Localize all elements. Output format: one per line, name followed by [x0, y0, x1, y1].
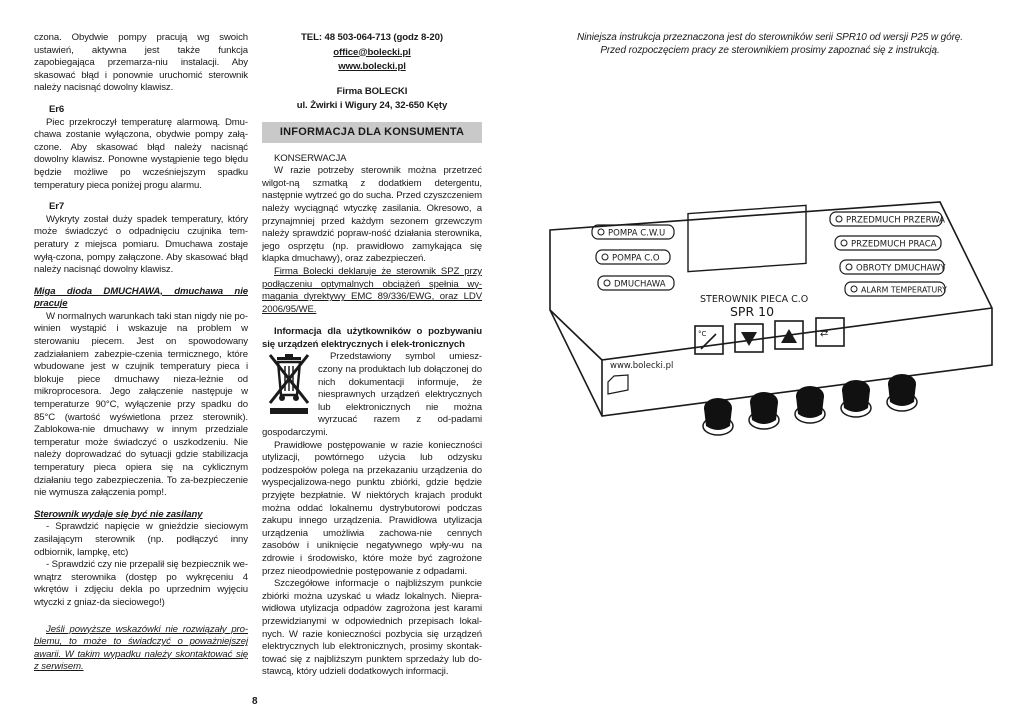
no-power-step-1: - Sprawdzić napięcie w gnieździe sieciowym zasilającym sterownik (np. podłączyć inny odbiornik, lampkę, etc): [34, 521, 248, 558]
led-label-pump-cwu: POMPA C.W.U: [608, 228, 666, 239]
right-column: [540, 32, 1000, 57]
disposal-details: Szczegółowe informacje o najbliższym punkcie zbiórki można uzyskać u władz lokalnych. Niepra-widłowa utylizacja odpadów zagrożona jest karami przewidzianymi w odpowiednich przepisach lokal-nych. W razie konieczności pozbycia się urządzeń elektrycznych lub elektronicznych, prosimy skontak-tować się z najbliższym punktem sprzedaży lub do-stawcą, który udzieli dodatkowych informacji.: [262, 578, 482, 678]
error-er6-title: Er6: [49, 103, 65, 115]
no-power-title: Sterownik wydaje się być nie zasilany: [34, 508, 203, 520]
phone-line: TEL: 48 503-064-713 (godz 8-20): [301, 32, 443, 43]
emc-declaration: Firma Bolecki deklaruje że sterownik SPZ przy podłączeniu optymalnych obciążeń spełnia wy-magania dyrektywy EMC 89/336/EWG, oraz LDV 2006/95/WE.: [262, 265, 482, 315]
knob-4[interactable]: [841, 380, 871, 417]
led-label-alarm-temperature: ALARM TEMPERATURY: [861, 285, 947, 295]
continued-paragraph: czona. Obydwie pompy pracują wg swoich ustawień, aktywna jest także funkcja zapobiegająca przemarza-niu instalacji. Aby skasować błąd i ponownie uruchomić sterownik należy nacisnąć dowolny klawisz.: [34, 32, 248, 94]
crossed-bin-icon: [266, 351, 312, 417]
manual-scope-note: Niniejsza instrukcja przeznaczona jest do sterowników serii SPR10 od wersji P25 w górę.: [577, 32, 963, 43]
blinking-led-title: Miga dioda DMUCHAWA, dmuchawa nie pracuje: [34, 285, 248, 310]
knob-1[interactable]: [703, 398, 733, 435]
led-label-blower-speed: OBROTY DMUCHAWY: [856, 263, 946, 274]
disposal-section: [262, 351, 482, 439]
left-column: [34, 32, 248, 674]
led-label-purge-work: PRZEDMUCH PRACA: [851, 239, 937, 250]
led-label-pump-co: POMPA C.O: [612, 253, 660, 264]
consumer-info-banner: INFORMACJA DLA KONSUMENTA: [262, 122, 482, 143]
disposal-text: Przedstawiony symbol umiesz-czony na produktach lub dołączonej do nich dokumentacji informuje, że niesprawnych urządzeń elektrycznych lub elektronicznych nie można wyrzucać razem z od-padami gospodarczymi.: [262, 351, 482, 439]
middle-column: [262, 32, 482, 679]
controller-illustration: [540, 190, 1000, 460]
knob-5[interactable]: [887, 374, 917, 411]
knob-3[interactable]: [795, 386, 825, 423]
led-label-purge-pause: PRZEDMUCH PRZERWA: [846, 215, 945, 226]
model-line-1: STEROWNIK PIECA C.O: [700, 294, 809, 305]
website-link[interactable]: www.bolecki.pl: [338, 61, 406, 73]
device-website: www.bolecki.pl: [610, 361, 674, 371]
maintenance-text: W razie potrzeby sterownik można przetrzeć wilgot-ną szmatką z dodatkiem detergentu, następnie wytrzeć go do sucha. Przed czyszczeniem należy wyciągnąć wtyczkę zasilania. Okresowo, a przynajmniej przed każdym sezonem grzewczym należy sprawdzić popraw-ność działania sterownika, jego osprzętu (np. prawidłowo zamykająca się klapka dmuchawy), oraz zabezpieczeń.: [262, 165, 482, 265]
read-manual-note: Przed rozpoczęciem pracy ze sterownikiem prosimy zapoznać się z instrukcją.: [600, 44, 940, 56]
model-line-2: SPR 10: [730, 304, 775, 319]
knob-2[interactable]: [749, 392, 779, 429]
mode-icon: ⇄: [820, 328, 829, 339]
svg-text:°C: °C: [698, 330, 707, 338]
maintenance-title: KONSERWACJA: [274, 152, 347, 164]
disposal-procedure: Prawidłowe postępowanie w razie konieczności utylizacji, powtórnego użycia lub odzysku podzespołów polega na przekazaniu urządzenia do wyspecjalizowa-nego punktu zbiórki, gdzie będzie przyjęte bezpłatnie. W niektórych krajach produkt można oddać lokalnemu dystrybutorowi podczas zakupu innego urządzenia. Prawidłowa utylizacja urządzenia umożliwia zachowa-nie cennych zasobów i uniknięcie negatywnego wpły-wu na zdrowie i środowisko, które może być zagrożone przez nieodpowiednie postępowanie z odpadami.: [262, 439, 482, 577]
no-power-step-2: - Sprawdzić czy nie przepalił się bezpiecznik we-wnątrz sterownika (dostęp po wykręceniu 4 wkrętów i zdjęciu dekla po uprzednim wyjęciu wtyczki z gniaz-da sieciowego!): [34, 559, 248, 608]
company-name: Firma BOLECKI: [336, 85, 408, 97]
error-er7-title: Er7: [49, 201, 65, 213]
company-address: ul. Żwirki i Wigury 24, 32-650 Kęty: [296, 100, 448, 112]
disposal-title: Informacja dla użytkowników o pozbywaniu się urządzeń elektrycznych i elek-tronicznych: [262, 326, 482, 350]
service-note: Jeśli powyższe wskazówki nie rozwiązały pro-blemu, to może to świadczyć o poważniejszej awarii. W takim wypadku należy skontaktować się z serwisem.: [34, 623, 248, 673]
page-number: 8: [252, 696, 258, 707]
error-er7-text: Wykryty został duży spadek temperatury, który może świadczyć o odpadnięciu czujnika tem-peratury z miejsca pomiaru. Dmuchawa zostaje wyłą-czona, pompy załączone. Aby skasować błąd należy nacisnąć dowolny klawisz.: [34, 213, 248, 276]
email-link[interactable]: office@bolecki.pl: [333, 46, 411, 58]
error-er6-text: Piec przekroczył temperaturę alarmową. Dmu-chawa zostanie wyłączona, obydwie pompy załą-czone. Aby skasować błąd należy nacisnąć dowolny klawisz. Ponowne wystąpienie tego błędu będzie możliwe po wcześniejszym spadku temperatury pieca poniżej progu alarmu.: [34, 116, 248, 191]
blinking-led-text: W normalnych warunkach taki stan nigdy nie po-winien wystąpić i wskazuje na problem w sterowaniu piecem. Jest on spowodowany zadziałaniem zabezpie-czenia termicznego, które wbudowane jest w czujnik temperatury pieca i blokuje piece dmuchawy nieza-leżnie od mikroprocesora. Jego załączenie następuje w temperaturze 90°C, wyłączenie przy spadku do 85°C (wartość wyświetlona przez sterownik). Zablokowa-nie dmuchawy w innym przedziale temperatur może świadczyć o uszkodzeniu. Nie należy doprowadzać do sytuacji gdzie stabilizacja temperatury pieca opiera się na cyklicznym działaniu tego zabezpieczenia. To za-bezpieczenie nie wymusza załączenia pomp!.: [34, 310, 248, 499]
led-label-blower: DMUCHAWA: [614, 279, 666, 290]
